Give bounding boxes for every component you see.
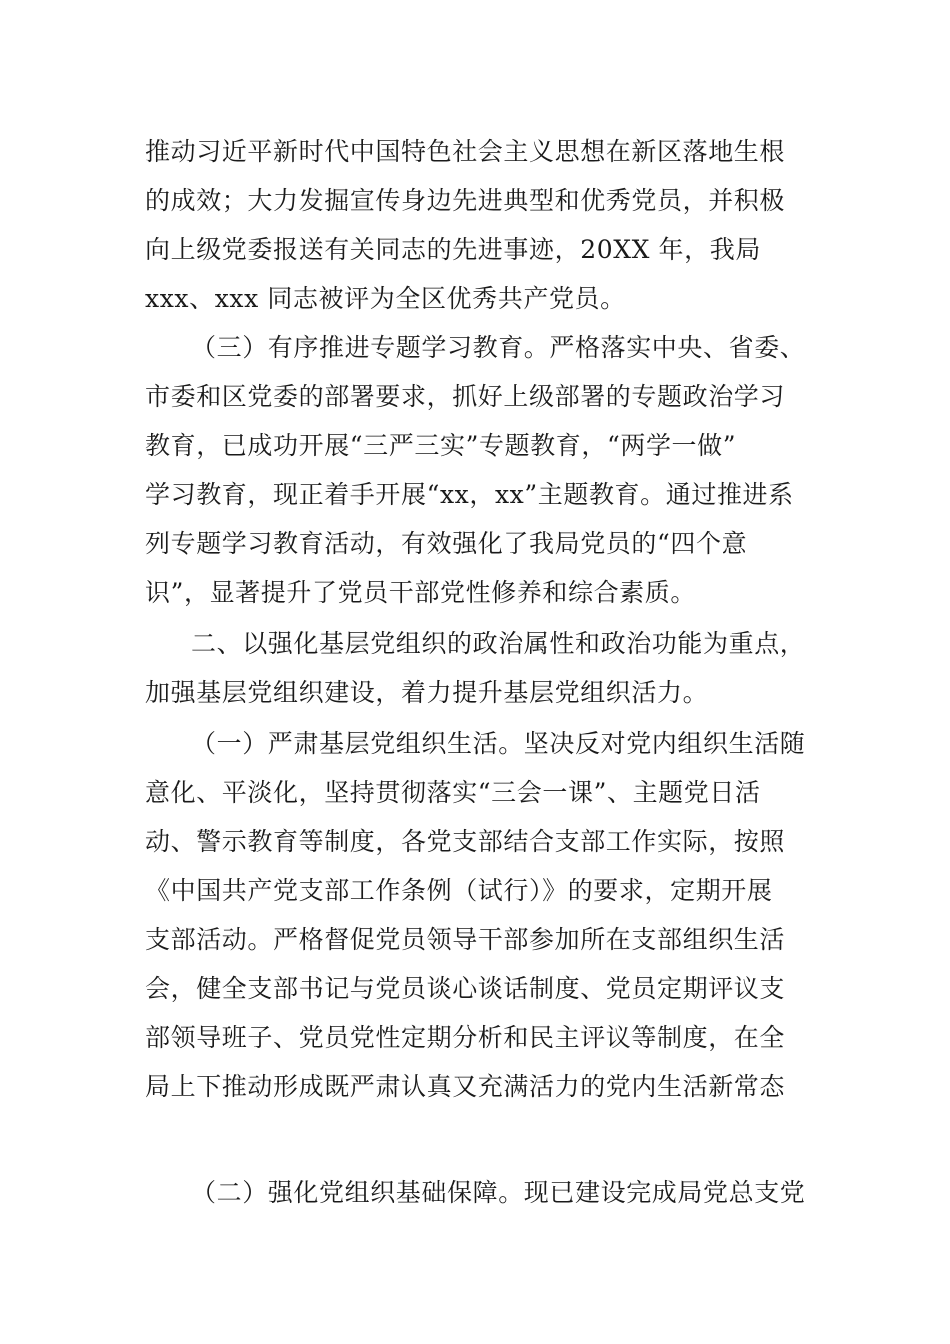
text-line: （一）严肃基层党组织生活。坚决反对党内组织生活随	[191, 729, 806, 758]
text-line: 意化、平淡化，坚持贯彻落实“三会一课”、主题党日活	[145, 778, 761, 807]
text-line: 向上级党委报送有关同志的先进事迹，20XX 年，我局	[145, 235, 761, 264]
text-line: 部领导班子、党员党性定期分析和民主评议等制度，在全	[145, 1023, 786, 1052]
text-line: 教育，已成功开展“三严三实”专题教育，“两学一做”	[145, 431, 737, 460]
text-line: xxx、xxx 同志被评为全区优秀共产党员。	[145, 284, 626, 313]
text-line: 学习教育，现正着手开展“xx，xx”主题教育。通过推进系	[145, 480, 794, 509]
section-heading: 二、以强化基层党组织的政治属性和政治功能为重点，	[191, 629, 806, 658]
text-line: 局上下推动形成既严肃认真又充满活力的党内生活新常态	[145, 1072, 786, 1101]
text-line: 列专题学习教育活动，有效强化了我局党员的“四个意	[145, 529, 748, 558]
text-line: 《中国共产党支部工作条例（试行）》的要求，定期开展	[145, 876, 773, 905]
section-heading: 加强基层党组织建设，着力提升基层党组织活力。	[145, 678, 709, 707]
text-line: 支部活动。严格督促党员领导干部参加所在支部组织生活	[145, 925, 786, 954]
text-line: 识”，显著提升了党员干部党性修养和综合素质。	[145, 578, 696, 607]
text-line: 市委和区党委的部署要求，抓好上级部署的专题政治学习	[145, 382, 786, 411]
text-line: 会，健全支部书记与党员谈心谈话制度、党员定期评议支	[145, 974, 786, 1003]
text-line: （二）强化党组织基础保障。现已建设完成局党总支党	[191, 1178, 806, 1207]
text-line: 动、警示教育等制度，各党支部结合支部工作实际，按照	[145, 827, 786, 856]
text-line: 的成效；大力发掘宣传身边先进典型和优秀党员，并积极	[145, 186, 786, 215]
text-line: （三）有序推进专题学习教育。严格落实中央、省委、	[191, 333, 806, 362]
text-line: 推动习近平新时代中国特色社会主义思想在新区落地生根	[145, 137, 786, 166]
